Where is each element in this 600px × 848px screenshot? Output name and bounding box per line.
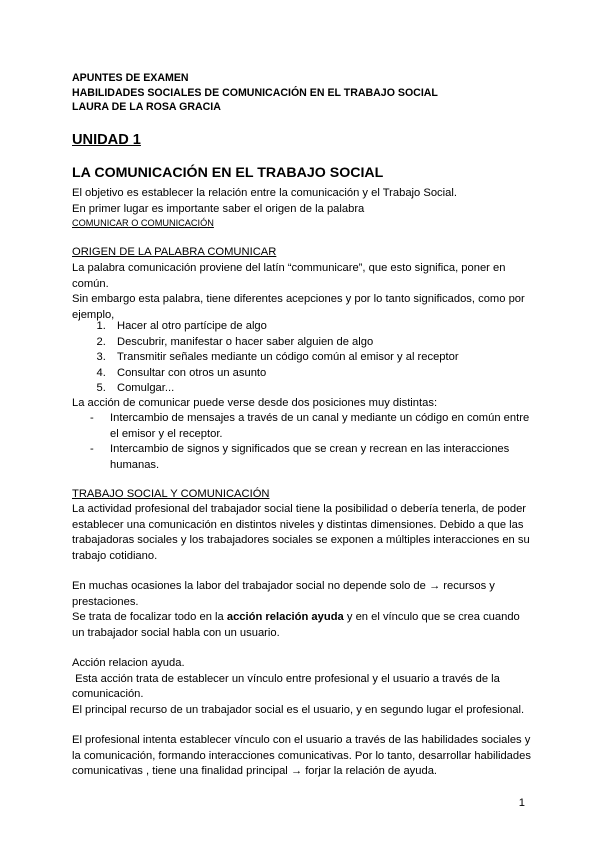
intro-subheading: COMUNICAR O COMUNICACIÓN: [72, 218, 214, 229]
accion-section: [72, 656, 527, 718]
position-text: Intercambio de mensajes a través de un canal y mediante un código en común entre el emisor y el receptor.: [110, 412, 530, 440]
header-line-2: HABILIDADES SOCIALES DE COMUNICACIÓN EN EL TRABAJO SOCIAL: [72, 86, 438, 99]
accion-title: Acción relacion ayuda.: [72, 657, 185, 669]
list-item: [72, 442, 532, 473]
list-item: [72, 411, 532, 442]
list-item: 1. Hacer al otro partícipe de algo: [109, 319, 569, 335]
unit-title: UNIDAD 1: [72, 132, 141, 148]
origin-paragraph-3: La acción de comunicar puede verse desde dos posiciones muy distintas:: [72, 397, 438, 409]
header-line-3: LAURA DE LA ROSA GRACIA: [72, 101, 221, 114]
intro-section: [72, 186, 542, 230]
dash-bullet: -: [90, 412, 94, 424]
ts-paragraph-3-start: Se trata de focalizar todo en la: [72, 611, 227, 623]
page-number: 1: [518, 797, 525, 809]
dash-bullet: -: [90, 443, 94, 456]
document-header: [72, 71, 542, 115]
intro-line-2: En primer lugar es importante saber el origen de la palabra: [72, 202, 365, 215]
accion-line-1: Esta acción trata de establecer un vínculo entre profesional y el usuario a través de la comunicación.: [72, 672, 503, 701]
ts-paragraph-2: En muchas ocasiones la labor del trabajador social no depende solo de → recursos y prestaciones.: [72, 580, 495, 608]
position-text: Intercambio de signos y significados que se crean y recrean en las interacciones humanas.: [110, 443, 510, 471]
origin-heading: ORIGEN DE LA PALABRA COMUNICAR: [72, 246, 277, 258]
meanings-list: [72, 319, 569, 397]
list-item: 5. Comulgar...: [109, 381, 569, 397]
list-item: 2. Descubrir, manifestar o hacer saber alguien de algo: [109, 335, 569, 351]
header-line-1: APUNTES DE EXAMEN: [72, 72, 189, 84]
accion-line-2: El principal recurso de un trabajador social es el usuario, y en segundo lugar el profesional.: [72, 703, 525, 716]
positions-list: [72, 411, 532, 473]
origin-paragraph-2: Sin embargo esta palabra, tiene diferentes acepciones y por lo tanto significados, como por ejemplo,: [72, 293, 525, 321]
final-paragraph: El profesional intenta establecer vínculo con el usuario a través de las habilidades sociales y la comunicación, formando interacciones comunicativas. Por lo tanto, desarrollar habilidades comunicativas , tiene una finalidad principal → forjar la relación de ayuda.: [72, 734, 531, 778]
ts-paragraph-3: [72, 610, 532, 641]
ts-heading: TRABAJO SOCIAL Y COMUNICACIÓN: [72, 488, 270, 500]
ts-paragraph-3-bold: acción relación ayuda: [226, 611, 344, 623]
origin-paragraph-1: La palabra comunicación proviene del latín “communicare”, que esto significa, poner en común.: [72, 262, 506, 290]
list-item: 3. Transmitir señales mediante un código común al emisor y al receptor: [109, 350, 569, 366]
ts-paragraph-1: La actividad profesional del trabajador social tiene la posibilidad o debería tenerla, de poder establecer una comunicación en distintos niveles y distintas dimensiones. Debido a que las trabajadoras sociales y los trabajadores sociales se exponen a múltiples interacciones en su trabajo cotidiano.: [72, 503, 530, 562]
intro-line-1: El objetivo es establecer la relación entre la comunicación y el Trabajo Social.: [72, 187, 457, 199]
list-item: 4. Consultar con otros un asunto: [109, 366, 569, 382]
chapter-title: LA COMUNICACIÓN EN EL TRABAJO SOCIAL: [72, 165, 384, 181]
ts-paragraph-3-end: y en el vínculo que se crea cuando un trabajador social habla con un usuario.: [72, 611, 520, 639]
